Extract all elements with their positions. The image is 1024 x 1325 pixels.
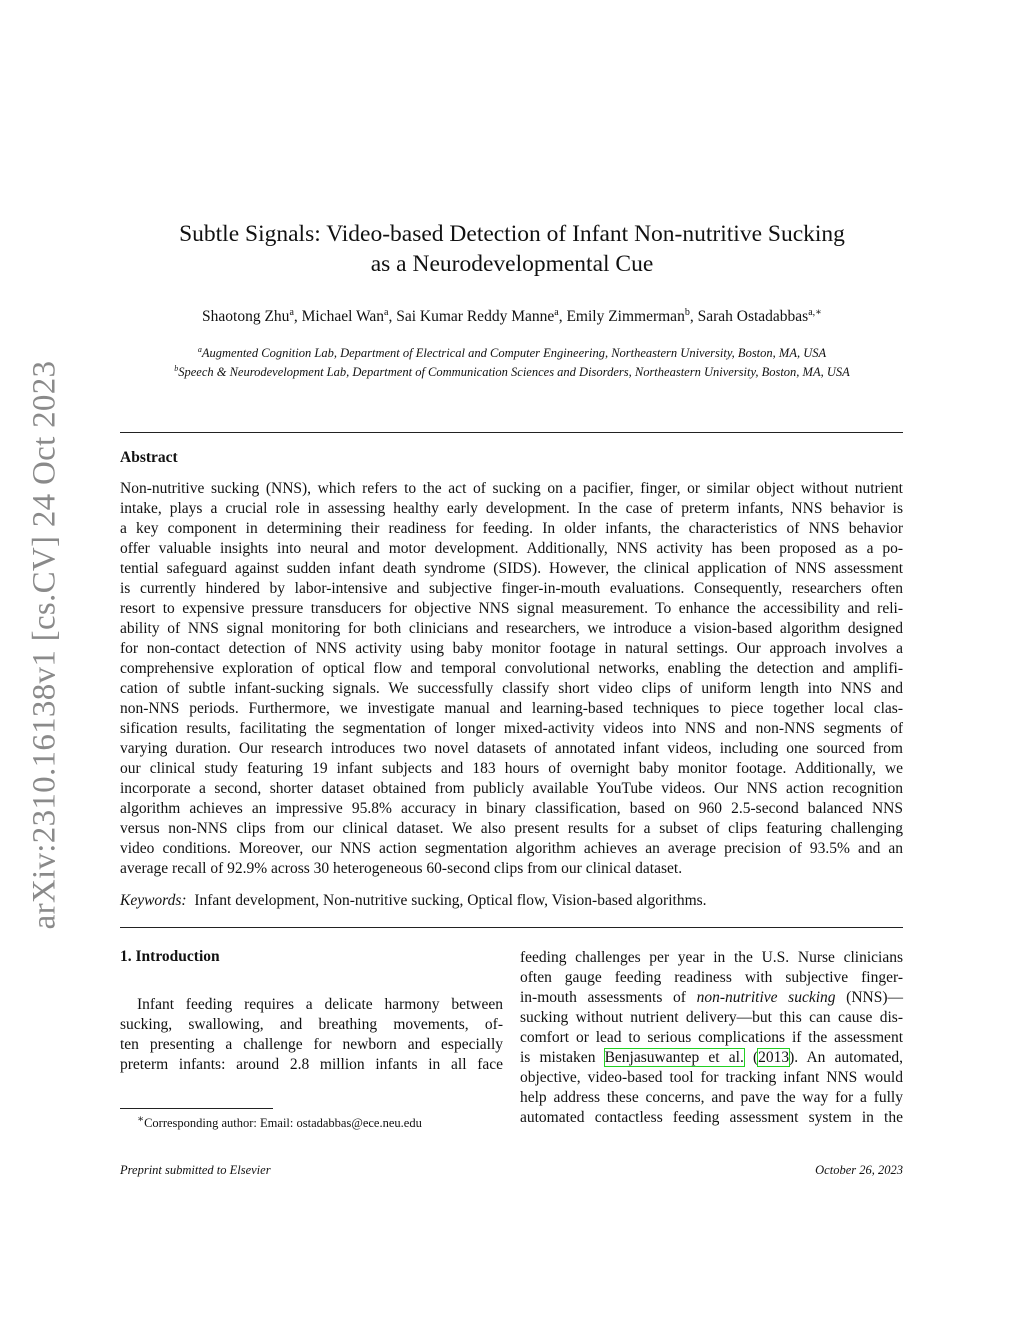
text-line: often gauge feeding readiness with subjective finger- bbox=[520, 969, 903, 986]
abstract-line: intake, plays a crucial role in assessing healthy early development. In the case of preterm infants, NNS behavior is bbox=[120, 500, 903, 517]
author-sup: a,∗ bbox=[808, 307, 822, 318]
footnote-rule bbox=[120, 1108, 273, 1109]
author: Shaotong Zhu bbox=[202, 308, 290, 326]
abstract-line: a key component in determining their readiness for feeding. In older infants, the characteristics of NNS behavior bbox=[120, 520, 903, 537]
author-sup: a bbox=[554, 307, 559, 318]
affiliation: $^b$Speech & Neurodevelopment Lab, Department of Communication Sciences and Disorders, Northeastern University, Boston, MA, USA bbox=[174, 364, 850, 380]
author: Michael Wan bbox=[301, 308, 385, 326]
abstract-body bbox=[120, 479, 903, 879]
text-line: sucking without nutrient delivery—but this can cause dis- bbox=[520, 1009, 903, 1026]
emphasis: non-nutritive sucking bbox=[696, 989, 836, 1006]
footnote: ∗Corresponding author: Email: ostadabbas@ece.neu.edu bbox=[137, 1114, 422, 1131]
title-line: Subtle Signals: Video-based Detection of Infant Non-nutritive Sucking bbox=[179, 221, 845, 247]
abstract-line: varying duration. Our research introduces two novel datasets of annotated infant videos, including one sourced from bbox=[120, 740, 903, 757]
abstract-line: video conditions. Moreover, our NNS action segmentation algorithm achieves an average precision of 93.5% and an bbox=[120, 840, 903, 857]
text-line: in-mouth assessments of non-nutritive sucking (NNS)— bbox=[520, 989, 903, 1006]
citation-link-author[interactable]: Benjasuwantep et al. bbox=[604, 1049, 744, 1066]
author: Sarah Ostadabbas bbox=[697, 308, 809, 326]
intro-left-column bbox=[120, 995, 503, 1075]
divider bbox=[120, 927, 903, 928]
text-line: automated contactless feeding assessment system in the bbox=[520, 1109, 903, 1126]
title-line: as a Neurodevelopmental Cue bbox=[370, 251, 654, 277]
paper-title bbox=[0, 219, 1024, 279]
section-heading: 1. Introduction bbox=[120, 948, 220, 965]
author-sup: a bbox=[289, 307, 294, 318]
footer-right: October 26, 2023 bbox=[815, 1163, 903, 1177]
abstract-line: tential safeguard against sudden infant death syndrome (SIDS). However, the clinical application of NNS assessment bbox=[120, 560, 903, 577]
text-line: help address these concerns, and pave the way for a fully bbox=[520, 1089, 903, 1106]
author-sup: b bbox=[684, 307, 690, 318]
abstract-line: our clinical study featuring 19 infant subjects and 183 hours of overnight baby monitor footage. Additionally, we bbox=[120, 760, 903, 777]
abstract-heading: Abstract bbox=[120, 449, 178, 466]
affiliations bbox=[0, 342, 1024, 380]
citation-link-year[interactable]: 2013 bbox=[758, 1049, 790, 1066]
abstract-line: resort to expensive pressure transducers for objective NNS signal measurement. To enhance the accessibility and reli- bbox=[120, 600, 903, 617]
text-line: feeding challenges per year in the U.S. Nurse clinicians bbox=[520, 949, 903, 966]
abstract-line: cation of subtle infant-sucking signals. We successfully classify short video clips of uniform length into NNS and bbox=[120, 680, 903, 697]
text-line: comfort or lead to serious complications if the assessment bbox=[520, 1029, 903, 1046]
divider bbox=[120, 432, 903, 433]
author: Sai Kumar Reddy Manne bbox=[396, 308, 555, 326]
author: Emily Zimmerman bbox=[566, 308, 685, 326]
abstract-line: Non-nutritive sucking (NNS), which refers to the act of sucking on a pacifier, finger, or similar object without nutrient bbox=[120, 480, 903, 497]
abstract-line: incorporate a second, shorter dataset obtained from publicly available YouTube videos. Our NNS action recognition bbox=[120, 780, 903, 797]
abstract-line: average recall of 92.9% across 30 heterogeneous 60-second clips from our clinical dataset. bbox=[120, 860, 683, 877]
text-line: preterm infants: around 2.8 million infants in all face bbox=[120, 1056, 503, 1073]
intro-right-column bbox=[520, 948, 903, 1128]
abstract-line: is currently hindered by labor-intensive and subjective finger-in-mouth evaluations. Consequently, researchers often bbox=[120, 580, 903, 597]
keywords bbox=[120, 891, 903, 911]
text-line: sucking, swallowing, and breathing movements, of- bbox=[120, 1016, 503, 1033]
text-line: ten presenting a challenge for newborn and especially bbox=[120, 1036, 503, 1053]
keywords-text: Infant development, Non-nutritive sucking, Optical flow, Vision-based algorithms. bbox=[194, 892, 707, 909]
abstract-line: non-NNS periods. Furthermore, we investigate manual and learning-based techniques to piece together local clas- bbox=[120, 700, 903, 717]
arxiv-side-label: arXiv:2310.16138v1 [cs.CV] 24 Oct 2023 bbox=[26, 360, 63, 930]
author-sup: a bbox=[384, 307, 389, 318]
abstract-line: versus non-NNS clips from our clinical dataset. We also present results for a subset of clips featuring challenging bbox=[120, 820, 903, 837]
author-list: Shaotong Zhu$^a$, Michael Wan$^a$, Sai Kumar Reddy Manne$^a$, Emily Zimmerman$^b$, Sarah Ostadabbas$^{a,∗}$ bbox=[202, 307, 822, 326]
abstract-line: sification results, facilitating the segmentation of longer mixed-activity videos into NNS and non-NNS segments of bbox=[120, 720, 903, 737]
abstract-line: for non-contact detection of NNS activity using baby monitor footage in natural settings. Our approach involves a bbox=[120, 640, 903, 657]
abstract-line: algorithm achieves an impressive 95.8% accuracy in binary classification, based on 960 2.5-second balanced NNS bbox=[120, 800, 903, 817]
text-line: Infant feeding requires a delicate harmony between bbox=[137, 996, 503, 1013]
text-line: objective, video-based tool for tracking infant NNS would bbox=[520, 1069, 903, 1086]
keywords-label: Keywords: bbox=[120, 892, 187, 909]
abstract-line: comprehensive exploration of optical flow and temporal convolutional networks, enabling the detection and amplifi- bbox=[120, 660, 903, 677]
affiliation: $^a$Augmented Cognition Lab, Department of Electrical and Computer Engineering, Northeastern University, Boston, MA, USA bbox=[197, 345, 827, 361]
abstract-line: offer valuable insights into neural and motor development. Additionally, NNS activity has been proposed as a po- bbox=[120, 540, 903, 557]
footer-left: Preprint submitted to Elsevier bbox=[120, 1163, 271, 1177]
abstract-line: ability of NNS signal monitoring for both clinicians and researchers, we introduce a vision-based algorithm designed bbox=[120, 620, 903, 637]
text-line: is mistaken Benjasuwantep et al. (2013). An automated, bbox=[520, 1049, 903, 1066]
